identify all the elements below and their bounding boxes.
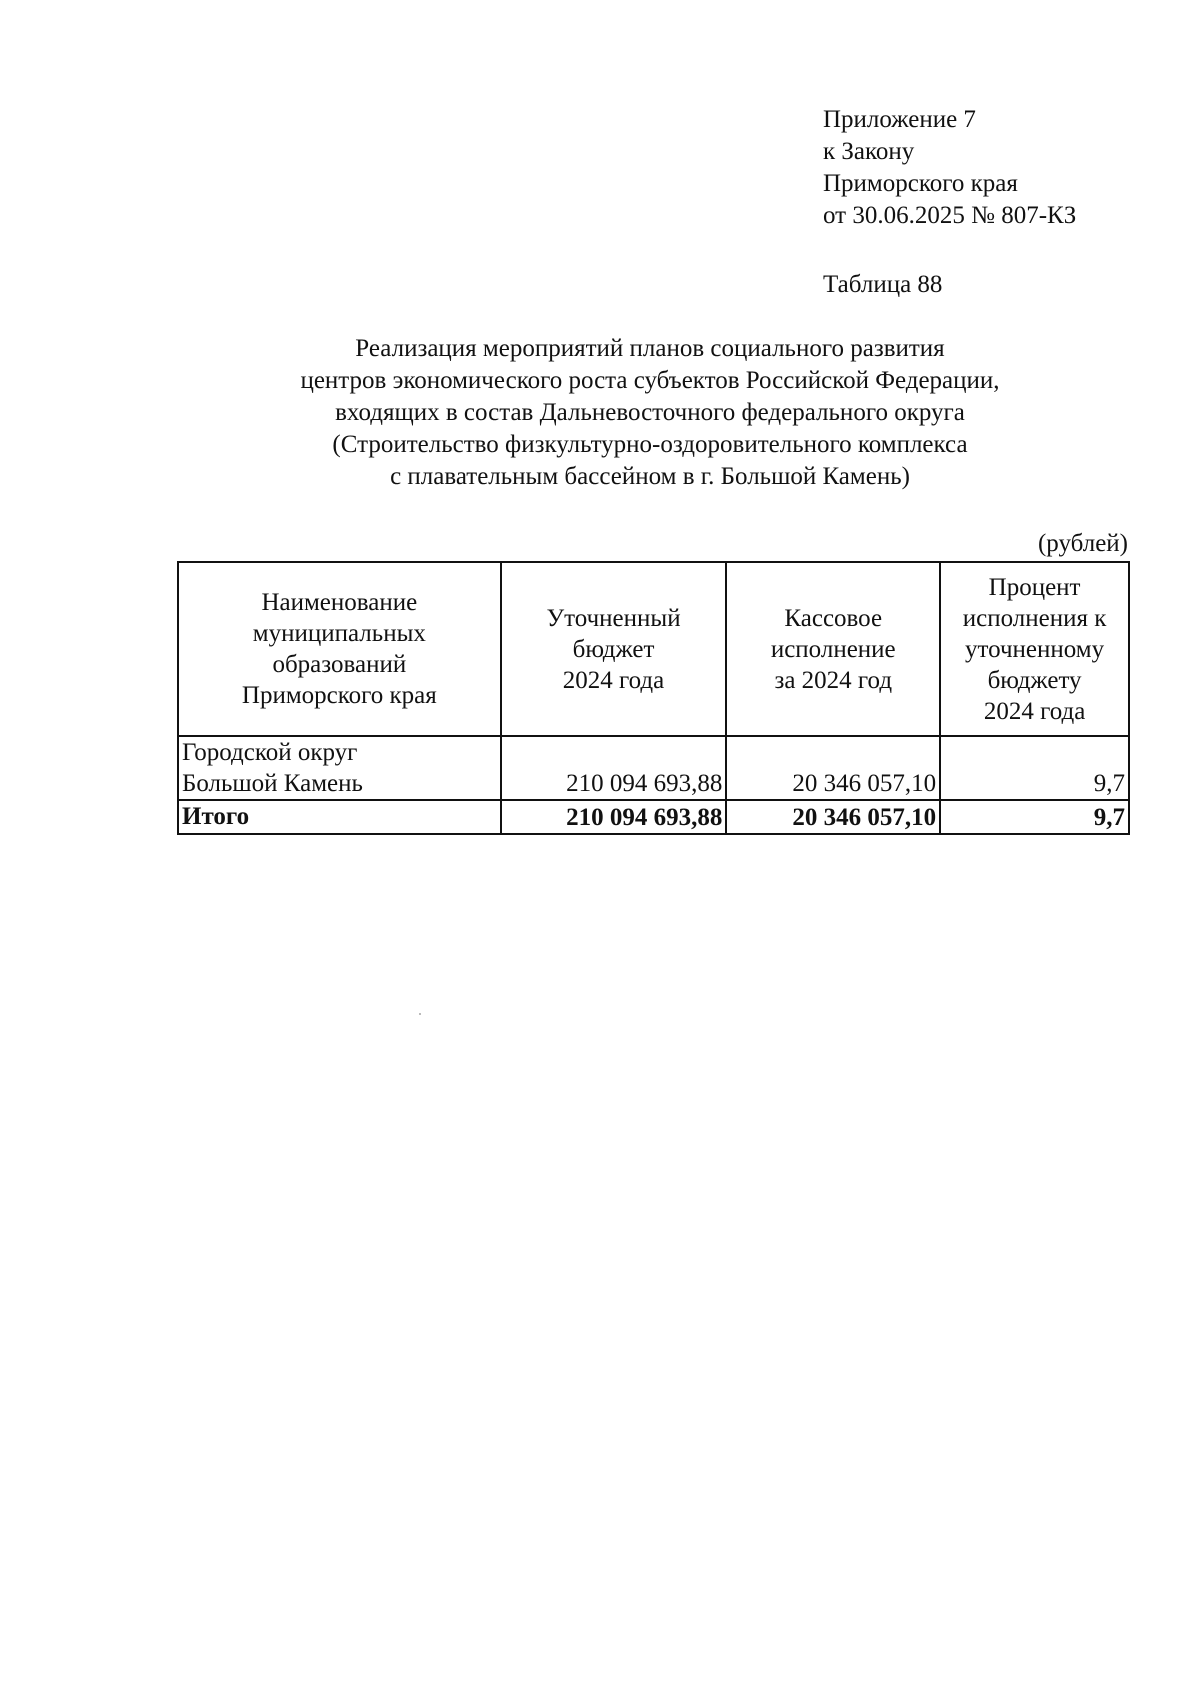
total-cash: 20 346 057,10 <box>726 800 940 834</box>
table-row <box>178 736 1129 800</box>
header-budget <box>501 562 727 736</box>
table-header-row <box>178 562 1129 736</box>
header-line: уточненному <box>965 635 1105 663</box>
scan-speck <box>419 1013 421 1015</box>
header-line: Приморского края <box>241 682 437 709</box>
municipality-cell <box>178 736 501 800</box>
appendix-line: Приложение 7 <box>823 106 976 133</box>
percent-cell: 9,7 <box>940 736 1129 800</box>
title-line: Реализация мероприятий планов социального развития <box>355 335 945 362</box>
title-line: (Строительство физкультурно-оздоровительного комплекса <box>332 431 968 458</box>
header-line: Процент <box>988 573 1081 601</box>
title-line: центров экономического роста субъектов Российской Федерации, <box>300 367 1000 394</box>
title-line: входящих в состав Дальневосточного федерального округа <box>335 399 965 426</box>
header-cash-execution <box>726 562 940 736</box>
appendix-line: Приморского края <box>823 170 1018 197</box>
budget-cell: 210 094 693,88 <box>501 736 727 800</box>
municipality-name-line: Большой Камень <box>182 770 363 797</box>
header-line: за 2024 год <box>774 666 893 694</box>
cash-cell: 20 346 057,10 <box>726 736 940 800</box>
header-line: 2024 года <box>983 697 1086 725</box>
header-line: образований <box>272 651 407 678</box>
header-line: бюджет <box>572 635 655 663</box>
report-table <box>177 561 1130 835</box>
title-line: с плавательным бассейном в г. Большой Камень) <box>390 463 910 490</box>
appendix-line: к Закону <box>823 138 915 165</box>
header-line: 2024 года <box>562 666 665 694</box>
document-title <box>175 333 1125 493</box>
total-budget: 210 094 693,88 <box>501 800 727 834</box>
total-label: Итого <box>178 800 501 834</box>
appendix-line: от 30.06.2025 № 807-КЗ <box>823 202 1077 229</box>
table-number: Таблица 88 <box>823 271 943 298</box>
units-label: (рублей) <box>1037 530 1128 557</box>
header-line: муниципальных <box>252 620 426 647</box>
header-line: исполнение <box>770 635 896 663</box>
appendix-block <box>823 104 1076 232</box>
header-line: Кассовое <box>784 604 883 632</box>
header-municipality <box>178 562 501 736</box>
header-line: бюджету <box>987 666 1082 694</box>
header-percent <box>940 562 1129 736</box>
municipality-name-line: Городской округ <box>182 739 358 766</box>
header-line: Наименование <box>261 589 418 616</box>
total-percent: 9,7 <box>940 800 1129 834</box>
header-line: исполнения к <box>962 604 1107 632</box>
header-line: Уточненный <box>546 604 681 632</box>
total-row <box>178 800 1129 834</box>
